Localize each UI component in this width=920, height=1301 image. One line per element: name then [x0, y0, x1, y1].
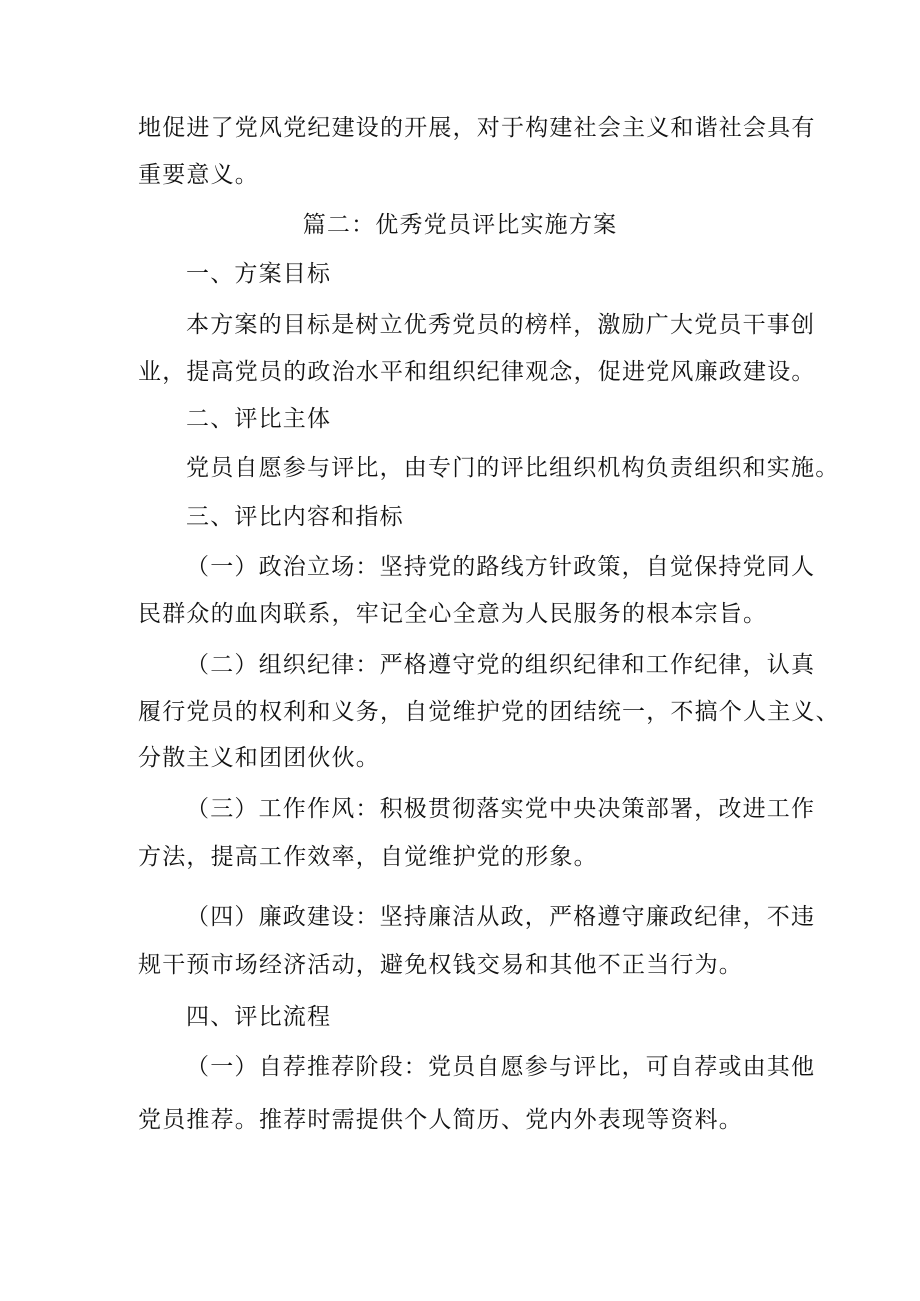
- item-work-style: （三）工作作风：积极贯彻落实党中央决策部署，改进工作: [186, 796, 816, 822]
- paragraph-line: 党员自愿参与评比，由专门的评比组织机构负责组织和实施。: [186, 455, 840, 481]
- section-title: 篇二：优秀党员评比实施方案: [302, 212, 618, 238]
- item-integrity: （四）廉政建设：坚持廉洁从政，严格遵守廉政纪律，不违: [186, 904, 816, 930]
- paragraph-line: 规干预市场经济活动，避免权钱交易和其他不正当行为。: [138, 952, 743, 978]
- heading-2: 二、评比主体: [186, 406, 332, 432]
- paragraph-line: 本方案的目标是树立优秀党员的榜样，激励广大党员干事创: [186, 312, 816, 338]
- heading-3: 三、评比内容和指标: [186, 504, 404, 530]
- heading-1: 一、方案目标: [186, 261, 332, 287]
- paragraph-line: 重要意义。: [138, 162, 259, 188]
- item-self-recommendation: （一）自荐推荐阶段：党员自愿参与评比，可自荐或由其他: [186, 1054, 816, 1080]
- paragraph-line: 履行党员的权利和义务，自觉维护党的团结统一，不搞个人主义、: [138, 699, 840, 725]
- heading-4: 四、评比流程: [186, 1004, 332, 1030]
- paragraph-line: 分散主义和团团伙伙。: [138, 745, 380, 771]
- item-political-stance: （一）政治立场：坚持党的路线方针政策，自觉保持党同人: [186, 554, 816, 580]
- paragraph-line: 党员推荐。推荐时需提供个人简历、党内外表现等资料。: [138, 1107, 743, 1133]
- paragraph-line: 民群众的血肉联系，牢记全心全意为人民服务的根本宗旨。: [138, 601, 768, 627]
- paragraph-line: 业，提高党员的政治水平和组织纪律观念，促进党风廉政建设。: [138, 359, 816, 385]
- paragraph-line: 地促进了党风党纪建设的开展，对于构建社会主义和谐社会具有: [138, 115, 816, 141]
- paragraph-line: 方法，提高工作效率，自觉维护党的形象。: [138, 844, 598, 870]
- item-organization-discipline: （二）组织纪律：严格遵守党的组织纪律和工作纪律，认真: [186, 652, 816, 678]
